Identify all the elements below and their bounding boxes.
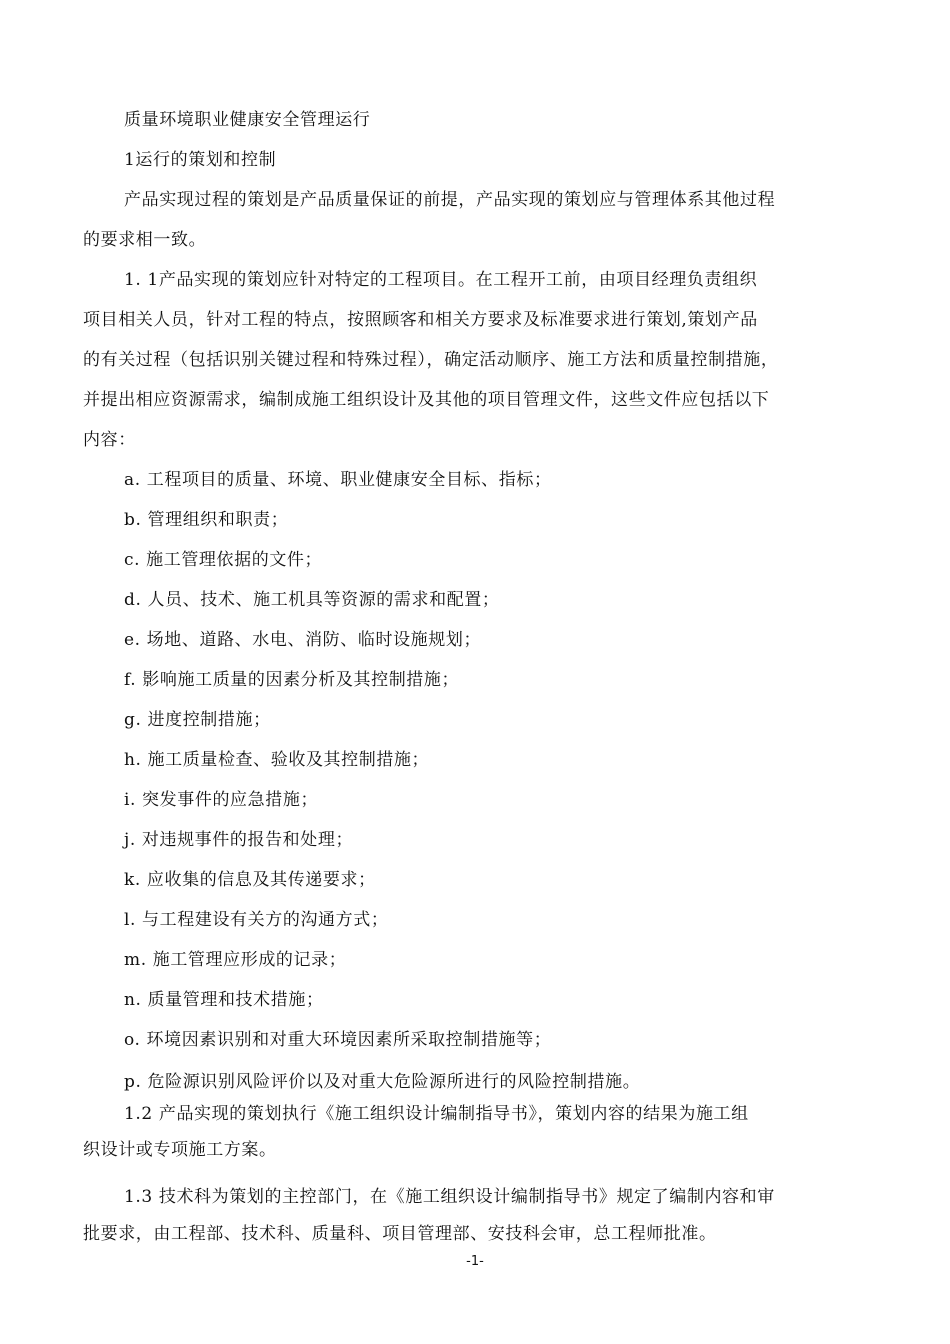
document-title: 质量环境职业健康安全管理运行 [124,110,371,130]
list-item: p. 危险源识别风险评价以及对重大危险源所进行的风险控制措施。 [124,1072,641,1092]
para-1-2-line-2: 织设计或专项施工方案。 [83,1140,277,1160]
list-item: f. 影响施工质量的因素分析及其控制措施； [124,670,460,690]
para-1-1-line-1: 1. 1产品实现的策划应针对特定的工程项目。在工程开工前，由项目经理负责组织 [124,270,758,290]
page-number: -1- [466,1254,484,1269]
list-item: l. 与工程建设有关方的沟通方式； [124,910,389,930]
intro-line-1: 产品实现过程的策划是产品质量保证的前提，产品实现的策划应与管理体系其他过程 [124,190,776,210]
para-1-1-line-4: 并提出相应资源需求，编制成施工组织设计及其他的项目管理文件，这些文件应包括以下 [83,390,770,410]
para-1-1-line-3: 的有关过程（包括识别关键过程和特殊过程），确定活动顺序、施工方法和质量控制措施， [83,350,779,370]
list-item: k. 应收集的信息及其传递要求； [124,870,376,890]
para-1-3-line-2: 批要求，由工程部、技术科、质量科、项目管理部、安技科会审，总工程师批准。 [83,1224,717,1244]
section-heading: 1运行的策划和控制 [124,150,277,170]
list-item: n. 质量管理和技术措施； [124,990,324,1010]
list-item: a. 工程项目的质量、环境、职业健康安全目标、指标； [124,470,552,490]
list-item: i. 突发事件的应急措施； [124,790,319,810]
para-1-1-line-5: 内容： [83,430,136,450]
list-item: h. 施工质量检查、验收及其控制措施； [124,750,430,770]
list-item: d. 人员、技术、施工机具等资源的需求和配置； [124,590,500,610]
list-item: b. 管理组织和职责； [124,510,289,530]
list-item: e. 场地、道路、水电、消防、临时设施规划； [124,630,482,650]
list-item: c. 施工管理依据的文件； [124,550,323,570]
list-item: g. 进度控制措施； [124,710,271,730]
para-1-3-line-1: 1.3 技术科为策划的主控部门，在《施工组织设计编制指导书》规定了编制内容和审 [124,1187,775,1207]
intro-line-2: 的要求相一致。 [83,230,207,250]
list-item: o. 环境因素识别和对重大环境因素所采取控制措施等； [124,1030,552,1050]
para-1-2-line-1: 1.2 产品实现的策划执行《施工组织设计编制指导书》，策划内容的结果为施工组 [124,1104,749,1124]
list-item: j. 对违规事件的报告和处理； [124,830,354,850]
list-item: m. 施工管理应形成的记录； [124,950,347,970]
para-1-1-line-2: 项目相关人员，针对工程的特点，按照顾客和相关方要求及标准要求进行策划,策划产品 [83,310,758,330]
